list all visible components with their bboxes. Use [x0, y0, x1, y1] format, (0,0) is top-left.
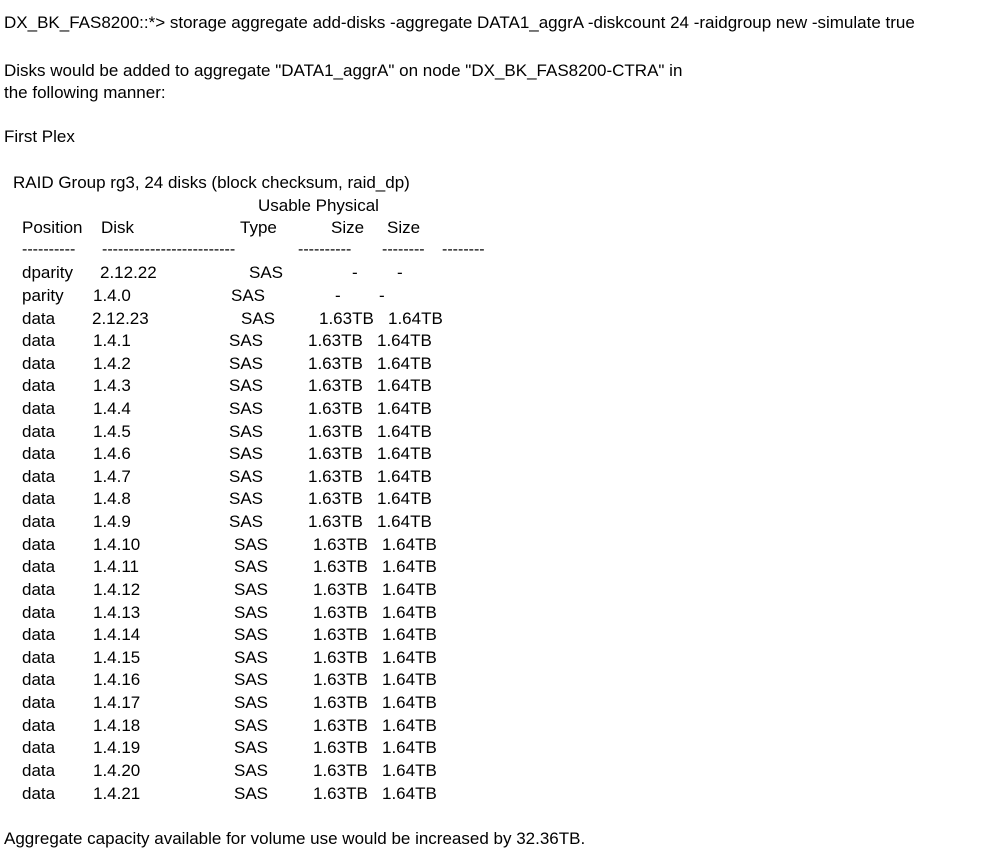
row-physical-size: 1.64TB [382, 625, 437, 644]
table-row [0, 603, 999, 625]
row-type: SAS [234, 625, 269, 644]
row-position: data [22, 331, 56, 350]
row-disk: 1.4.19 [93, 738, 141, 757]
row-physical-size: 1.64TB [382, 761, 437, 780]
table-row [0, 784, 999, 806]
table-row [0, 489, 999, 511]
row-disk: 1.4.18 [93, 716, 141, 735]
row-disk: 1.4.9 [93, 512, 131, 531]
row-type: SAS [234, 738, 269, 757]
row-disk: 1.4.16 [93, 670, 141, 689]
row-physical-size: - [379, 286, 385, 305]
row-position: data [22, 716, 56, 735]
row-usable-size: 1.63TB [308, 467, 363, 486]
simulation-message-line-2: the following manner: [4, 83, 166, 102]
row-usable-size: 1.63TB [308, 489, 363, 508]
row-usable-size: 1.63TB [313, 535, 368, 554]
row-position: data [22, 422, 56, 441]
simulation-message-line-1: Disks would be added to aggregate "DATA1_aggrA" on node "DX_BK_FAS8200-CTRA" in [4, 61, 683, 80]
table-row [0, 444, 999, 466]
row-usable-size: 1.63TB [313, 784, 368, 803]
row-type: SAS [241, 309, 276, 328]
row-type: SAS [234, 716, 269, 735]
separator-disk: ------------------------- [102, 241, 236, 258]
table-row [0, 309, 999, 331]
row-physical-size: 1.64TB [382, 784, 437, 803]
row-usable-size: 1.63TB [319, 309, 374, 328]
row-position: data [22, 512, 56, 531]
row-usable-size: - [335, 286, 341, 305]
row-type: SAS [229, 489, 264, 508]
row-physical-size: 1.64TB [377, 444, 432, 463]
row-type: SAS [229, 444, 264, 463]
row-type: SAS [229, 467, 264, 486]
row-position: data [22, 670, 56, 689]
row-disk: 1.4.12 [93, 580, 141, 599]
row-type: SAS [229, 331, 264, 350]
table-row [0, 625, 999, 647]
table-row [0, 286, 999, 308]
separator-physical-size: -------- [442, 241, 485, 258]
row-position: data [22, 444, 56, 463]
row-position: parity [22, 286, 64, 305]
row-physical-size: 1.64TB [377, 512, 432, 531]
row-disk: 1.4.3 [93, 376, 131, 395]
row-position: data [22, 376, 56, 395]
row-position: data [22, 625, 56, 644]
row-usable-size: 1.63TB [308, 376, 363, 395]
table-row [0, 535, 999, 557]
row-physical-size: 1.64TB [382, 648, 437, 667]
row-type: SAS [234, 693, 269, 712]
row-physical-size: 1.64TB [382, 580, 437, 599]
row-disk: 1.4.4 [93, 399, 131, 418]
row-usable-size: - [352, 263, 358, 282]
row-physical-size: 1.64TB [377, 399, 432, 418]
separator-type: ---------- [298, 241, 352, 258]
row-position: data [22, 489, 56, 508]
row-physical-size: 1.64TB [377, 489, 432, 508]
row-physical-size: 1.64TB [382, 557, 437, 576]
header-type: Type [240, 218, 277, 237]
separator-usable-size: -------- [382, 241, 425, 258]
row-usable-size: 1.63TB [313, 693, 368, 712]
row-position: data [22, 467, 56, 486]
row-position: data [22, 399, 56, 418]
row-disk: 1.4.15 [93, 648, 141, 667]
table-row [0, 738, 999, 760]
row-disk: 1.4.8 [93, 489, 131, 508]
table-row [0, 670, 999, 692]
row-type: SAS [234, 535, 269, 554]
separator-position: ---------- [22, 241, 76, 258]
row-usable-size: 1.63TB [308, 422, 363, 441]
table-row [0, 399, 999, 421]
plex-title: First Plex [4, 127, 75, 146]
table-row [0, 693, 999, 715]
row-physical-size: 1.64TB [382, 670, 437, 689]
row-disk: 1.4.2 [93, 354, 131, 373]
table-row [0, 467, 999, 489]
row-position: data [22, 784, 56, 803]
row-type: SAS [231, 286, 266, 305]
row-physical-size: 1.64TB [382, 535, 437, 554]
row-position: data [22, 535, 56, 554]
row-type: SAS [229, 512, 264, 531]
row-physical-size: 1.64TB [377, 331, 432, 350]
row-type: SAS [229, 376, 264, 395]
row-disk: 1.4.14 [93, 625, 141, 644]
table-row [0, 331, 999, 353]
row-usable-size: 1.63TB [313, 670, 368, 689]
row-disk: 1.4.0 [93, 286, 131, 305]
row-position: data [22, 557, 56, 576]
row-position: data [22, 738, 56, 757]
row-physical-size: 1.64TB [382, 738, 437, 757]
row-position: data [22, 693, 56, 712]
row-physical-size: 1.64TB [377, 354, 432, 373]
row-usable-size: 1.63TB [308, 354, 363, 373]
row-disk: 1.4.10 [93, 535, 141, 554]
header-position: Position [22, 218, 83, 237]
table-row [0, 376, 999, 398]
row-position: data [22, 580, 56, 599]
row-disk: 2.12.22 [100, 263, 157, 282]
row-type: SAS [234, 557, 269, 576]
row-type: SAS [229, 422, 264, 441]
row-disk: 1.4.6 [93, 444, 131, 463]
row-type: SAS [229, 399, 264, 418]
row-position: data [22, 354, 56, 373]
row-physical-size: 1.64TB [382, 716, 437, 735]
row-usable-size: 1.63TB [313, 603, 368, 622]
header-disk: Disk [101, 218, 135, 237]
row-position: dparity [22, 263, 74, 282]
raid-group-heading: RAID Group rg3, 24 disks (block checksum, raid_dp) [13, 173, 410, 192]
row-usable-size: 1.63TB [313, 557, 368, 576]
row-usable-size: 1.63TB [313, 716, 368, 735]
table-row [0, 761, 999, 783]
row-position: data [22, 648, 56, 667]
table-row [0, 716, 999, 738]
row-disk: 1.4.5 [93, 422, 131, 441]
row-type: SAS [234, 648, 269, 667]
header-usable-size: Size [331, 218, 365, 237]
table-row [0, 354, 999, 376]
row-usable-size: 1.63TB [308, 512, 363, 531]
header-physical-size: Size [387, 218, 421, 237]
row-disk: 1.4.13 [93, 603, 141, 622]
row-physical-size: 1.64TB [382, 693, 437, 712]
row-physical-size: 1.64TB [377, 422, 432, 441]
command-prompt-line[interactable]: DX_BK_FAS8200::*> storage aggregate add-disks -aggregate DATA1_aggrA -diskcount 24 -raidgroup new -simulate true [4, 13, 915, 32]
row-position: data [22, 309, 56, 328]
table-row [0, 512, 999, 534]
row-type: SAS [234, 670, 269, 689]
row-usable-size: 1.63TB [313, 761, 368, 780]
row-usable-size: 1.63TB [313, 625, 368, 644]
row-type: SAS [234, 761, 269, 780]
row-physical-size: 1.64TB [377, 467, 432, 486]
row-disk: 1.4.17 [93, 693, 141, 712]
row-position: data [22, 761, 56, 780]
row-type: SAS [234, 784, 269, 803]
row-type: SAS [234, 580, 269, 599]
row-physical-size: 1.64TB [377, 376, 432, 395]
row-type: SAS [229, 354, 264, 373]
row-physical-size: 1.64TB [388, 309, 443, 328]
table-row [0, 422, 999, 444]
row-usable-size: 1.63TB [308, 444, 363, 463]
table-row [0, 263, 999, 285]
table-row [0, 580, 999, 602]
row-type: SAS [234, 603, 269, 622]
row-usable-size: 1.63TB [308, 331, 363, 350]
row-type: SAS [249, 263, 284, 282]
row-disk: 1.4.1 [93, 331, 131, 350]
row-physical-size: - [397, 263, 403, 282]
table-row [0, 648, 999, 670]
row-usable-size: 1.63TB [313, 738, 368, 757]
row-physical-size: 1.64TB [382, 603, 437, 622]
header-usable-physical: Usable Physical [258, 196, 379, 215]
row-disk: 1.4.21 [93, 784, 141, 803]
row-position: data [22, 603, 56, 622]
row-usable-size: 1.63TB [308, 399, 363, 418]
row-usable-size: 1.63TB [313, 648, 368, 667]
row-usable-size: 1.63TB [313, 580, 368, 599]
capacity-summary: Aggregate capacity available for volume use would be increased by 32.36TB. [4, 829, 586, 848]
row-disk: 1.4.20 [93, 761, 141, 780]
row-disk: 1.4.7 [93, 467, 131, 486]
row-disk: 1.4.11 [93, 557, 140, 576]
row-disk: 2.12.23 [92, 309, 149, 328]
table-row [0, 557, 999, 579]
